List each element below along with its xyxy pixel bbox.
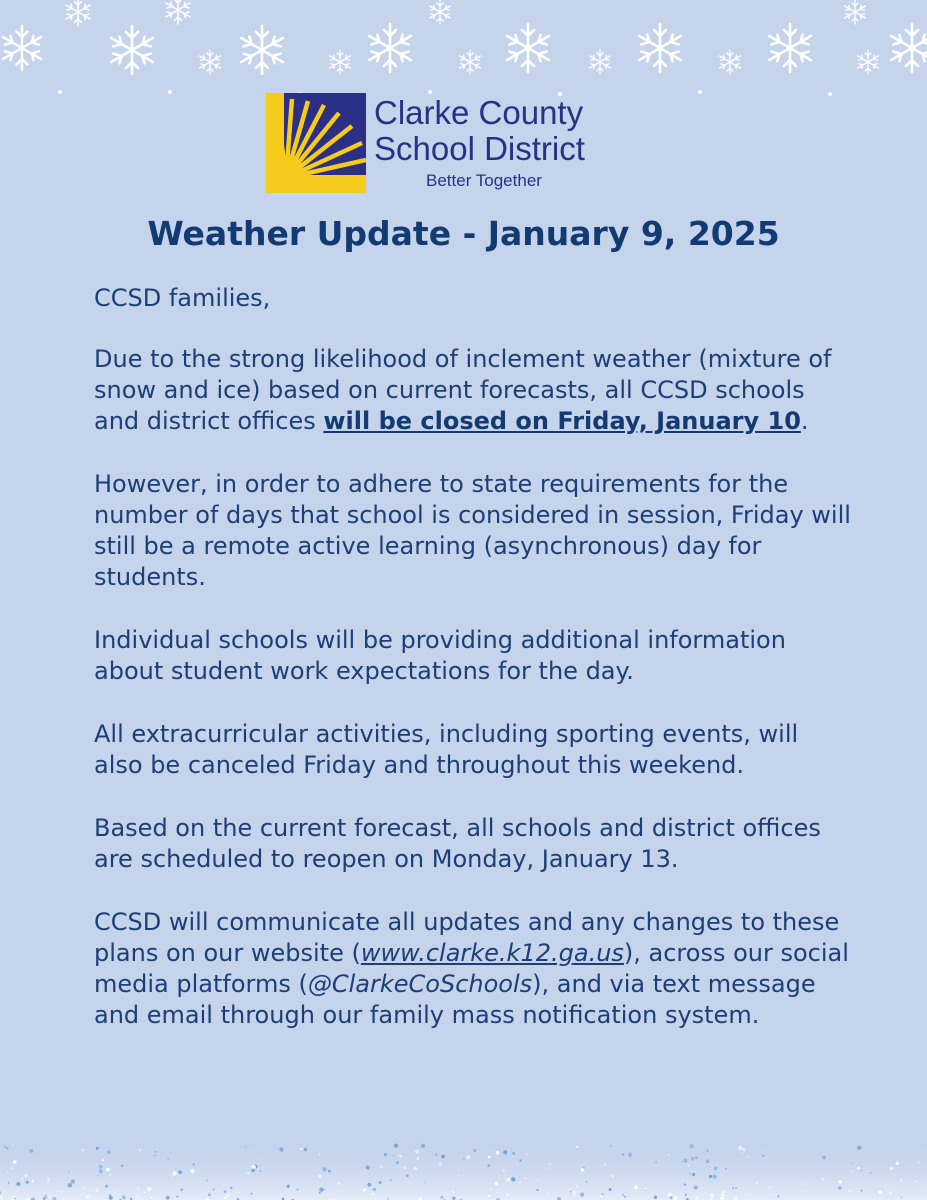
snow-sparkle xyxy=(684,1184,686,1186)
paragraph-closure xyxy=(94,344,854,437)
greeting: CCSD families, xyxy=(94,284,271,312)
snow-sparkle xyxy=(318,1154,320,1156)
snow-sparkle xyxy=(519,1159,521,1161)
communication-text-b: ), across our social media platforms ( xyxy=(94,939,849,998)
snow-sparkle xyxy=(245,1146,246,1147)
snow-sparkle xyxy=(747,1156,748,1157)
snow-sparkle xyxy=(167,1158,169,1160)
snow-sparkle xyxy=(848,1190,850,1192)
snow-sparkle xyxy=(609,1188,612,1191)
snow-sparkle xyxy=(890,1167,893,1170)
closure-end: . xyxy=(800,407,809,435)
snow-sparkle xyxy=(24,1174,27,1177)
snow-sparkle xyxy=(287,1185,290,1188)
snow-sparkle xyxy=(576,1185,578,1187)
snow-sparkle xyxy=(363,1189,366,1192)
snow-sparkle xyxy=(576,1146,578,1148)
snow-sparkle xyxy=(721,1193,724,1196)
snow-sparkle xyxy=(46,1194,50,1198)
snow-sparkle xyxy=(580,1193,584,1197)
snow-sparkle xyxy=(691,1157,694,1160)
snow-sparkle xyxy=(473,1149,476,1152)
snow-sparkle xyxy=(12,1185,13,1186)
snow-sparkle xyxy=(406,1175,408,1177)
snow-sparkle xyxy=(861,1170,863,1172)
snow-sparkle xyxy=(366,1165,370,1169)
sunburst-logo-icon xyxy=(266,93,366,193)
snow-sparkle xyxy=(324,1189,325,1190)
paragraph-school-info: Individual schools will be providing additional information about student work expectations for the day. xyxy=(94,626,786,685)
snow-sparkle xyxy=(82,1149,84,1151)
snow-sparkle xyxy=(68,1171,69,1172)
snow-sparkle xyxy=(490,1188,492,1190)
snow-sparkle xyxy=(879,1191,883,1195)
snow-sparkle xyxy=(114,1192,116,1194)
snow-sparkle xyxy=(61,1191,62,1192)
snow-sparkle xyxy=(746,1193,748,1195)
snow-sparkle xyxy=(102,1159,104,1161)
snow-sparkle xyxy=(488,1156,491,1159)
snow-sparkle xyxy=(99,1169,103,1173)
snow-sparkle xyxy=(96,1147,99,1150)
snow-sparkle xyxy=(6,1147,9,1150)
snow-sparkle xyxy=(105,1185,108,1188)
snow-sparkle xyxy=(415,1150,419,1154)
paragraph-communication xyxy=(94,907,854,1031)
snow-sparkle xyxy=(173,1171,177,1175)
snow-sparkle xyxy=(600,1195,602,1197)
snow-sparkle xyxy=(29,1149,33,1153)
snow-sparkle xyxy=(259,1170,261,1172)
communication-text-a: CCSD will communicate all updates and any changes to these plans on our website ( xyxy=(94,908,840,967)
snow-sparkle xyxy=(178,1170,182,1174)
snow-sparkle xyxy=(495,1182,498,1185)
snow-sparkle xyxy=(487,1164,490,1167)
snow-sparkle xyxy=(655,1161,657,1163)
snow-sparkle xyxy=(519,1182,521,1184)
snow-sparkle xyxy=(536,1189,538,1191)
snow-sparkle xyxy=(725,1168,727,1170)
snow-sparkle xyxy=(151,1197,153,1199)
snow-sparkle xyxy=(425,1182,426,1183)
snow-sparkle xyxy=(435,1154,437,1156)
snow-sparkle xyxy=(441,1155,445,1159)
snow-sparkle xyxy=(251,1193,253,1195)
snow-sparkle xyxy=(710,1194,713,1197)
snow-sparkle xyxy=(706,1160,710,1164)
snow-sparkle xyxy=(537,1180,539,1182)
snow-sparkle xyxy=(224,1190,227,1193)
snow-sparkle xyxy=(323,1167,327,1171)
snow-sparkle xyxy=(838,1186,841,1189)
snow-sparkle xyxy=(586,1181,588,1183)
snow-sparkle xyxy=(68,1183,72,1187)
closure-text: Due to the strong likelihood of inclement weather (mixture of snow and ice) based on current forecasts, all CCSD schools and district offices xyxy=(94,345,832,435)
snow-sparkle xyxy=(227,1194,230,1197)
snow-sparkle xyxy=(822,1156,826,1160)
communication-text-c: ), and via text message and email through our family mass notification system. xyxy=(94,970,816,1029)
snow-sparkle xyxy=(400,1155,402,1157)
snow-sparkle xyxy=(851,1171,853,1173)
snow-sparkle xyxy=(570,1191,571,1192)
snow-sparkle xyxy=(95,1189,98,1192)
snow-sparkle xyxy=(602,1193,604,1195)
snow-sparkle xyxy=(394,1144,398,1148)
snow-sparkle xyxy=(337,1182,340,1185)
snow-sparkle xyxy=(452,1197,455,1200)
snow-sparkle xyxy=(258,1158,259,1159)
snow-sparkle xyxy=(733,1196,737,1200)
snow-sparkle xyxy=(71,1180,75,1184)
announcement-body xyxy=(94,283,854,1063)
snow-sparkle xyxy=(4,1146,6,1148)
snow-sparkle xyxy=(860,1189,862,1191)
snow-sparkle xyxy=(367,1183,371,1187)
snow-sparkle xyxy=(526,1153,527,1154)
logo-tagline: Better Together xyxy=(426,171,542,190)
snow-sparkle xyxy=(839,1180,842,1183)
snow-sparkle xyxy=(190,1169,194,1173)
snow-sparkle xyxy=(689,1172,691,1174)
snow-sparkle xyxy=(106,1168,110,1172)
snow-sparkle xyxy=(545,1168,546,1169)
snow-sparkle xyxy=(685,1194,687,1196)
snow-sparkle xyxy=(769,1187,771,1189)
closure-emphasis: will be closed on Friday, January 10 xyxy=(323,407,801,435)
snow-sparkle xyxy=(466,1155,470,1159)
snow-sparkle xyxy=(706,1150,708,1152)
snow-sparkle xyxy=(654,1196,657,1199)
snow-sparkle xyxy=(139,1149,141,1151)
snow-sparkle xyxy=(694,1186,698,1190)
snow-sparkle xyxy=(171,1177,172,1178)
snow-sparkle xyxy=(439,1163,442,1166)
snow-sparkle xyxy=(14,1198,16,1200)
snow-sparkle xyxy=(417,1157,420,1160)
snow-sparkle xyxy=(154,1155,155,1156)
snow-sparkle xyxy=(224,1196,227,1199)
snow-sparkle xyxy=(777,1195,779,1197)
snow-sparkle xyxy=(574,1195,576,1197)
snow-sparkle xyxy=(97,1175,98,1176)
snow-sparkle xyxy=(870,1172,871,1173)
snow-sparkle xyxy=(604,1164,606,1166)
snow-sparkle xyxy=(668,1154,669,1155)
snow-sparkle xyxy=(622,1153,624,1155)
snow-sparkle xyxy=(488,1195,490,1197)
snow-sparkle xyxy=(16,1182,20,1186)
snow-sparkle xyxy=(413,1167,417,1171)
snow-sparkle xyxy=(384,1153,387,1156)
snow-sparkle xyxy=(503,1170,505,1172)
snow-sparkle-border-bottom xyxy=(0,1140,927,1200)
snow-sparkle xyxy=(822,1178,824,1180)
snow-sparkle xyxy=(690,1144,694,1148)
snow-sparkle xyxy=(549,1163,551,1165)
snow-sparkle xyxy=(506,1178,510,1182)
snow-sparkle xyxy=(709,1175,712,1178)
snow-sparkle xyxy=(769,1194,771,1196)
snow-sparkle xyxy=(31,1180,33,1182)
snow-sparkle xyxy=(452,1191,454,1193)
website-link[interactable]: www.clarke.k12.ga.us xyxy=(360,939,624,967)
snow-sparkle xyxy=(918,1162,920,1164)
snow-sparkle xyxy=(447,1193,448,1194)
snow-sparkle xyxy=(192,1163,194,1165)
snow-sparkle xyxy=(319,1192,321,1194)
snow-sparkle xyxy=(86,1196,89,1199)
logo-text-line2: School District xyxy=(374,130,585,167)
snow-sparkle xyxy=(688,1165,690,1167)
snow-sparkle xyxy=(458,1175,460,1177)
snow-sparkle xyxy=(852,1163,853,1164)
paragraph-reopen: Based on the current forecast, all schools and district offices are scheduled to reopen on Monday, January 13. xyxy=(94,814,821,873)
snow-sparkle xyxy=(743,1148,746,1151)
snow-sparkle xyxy=(109,1194,111,1196)
snow-sparkle xyxy=(503,1150,507,1154)
snow-sparkle xyxy=(121,1165,123,1167)
snow-sparkle xyxy=(318,1175,321,1178)
snow-sparkle xyxy=(644,1187,647,1190)
snow-sparkle xyxy=(297,1189,299,1191)
snow-sparkle xyxy=(398,1155,399,1156)
snow-sparkle xyxy=(208,1194,211,1197)
snow-sparkle xyxy=(304,1197,306,1199)
snow-sparkle xyxy=(496,1151,500,1155)
snow-sparkle xyxy=(387,1198,388,1199)
snow-sparkle xyxy=(328,1170,331,1173)
snow-sparkle xyxy=(624,1196,626,1198)
snow-sparkle xyxy=(511,1177,515,1181)
snow-sparkle xyxy=(137,1187,139,1189)
snow-sparkle xyxy=(109,1174,111,1176)
snow-sparkle xyxy=(21,1178,23,1180)
district-logo xyxy=(266,93,646,193)
snow-sparkle xyxy=(696,1196,698,1198)
snow-sparkle xyxy=(915,1181,916,1182)
snow-sparkle xyxy=(404,1167,406,1169)
snow-sparkle xyxy=(889,1192,892,1195)
snow-sparkle xyxy=(574,1193,576,1195)
snow-sparkle xyxy=(896,1162,899,1165)
snow-sparkle xyxy=(12,1167,14,1169)
snow-sparkle xyxy=(155,1151,157,1153)
logo-text-line1: Clarke County xyxy=(374,94,584,131)
snow-sparkle xyxy=(459,1196,461,1198)
snow-sparkle xyxy=(380,1166,382,1168)
snow-sparkle xyxy=(396,1161,399,1164)
snow-sparkle xyxy=(512,1152,515,1155)
snow-sparkle xyxy=(440,1196,443,1199)
snow-sparkle xyxy=(279,1147,283,1151)
snow-sparkle xyxy=(670,1196,673,1199)
snow-sparkle xyxy=(900,1179,902,1181)
snow-sparkle xyxy=(7,1172,8,1173)
social-handle: @ClarkeCoSchools xyxy=(307,970,533,998)
snow-sparkle xyxy=(26,1181,29,1184)
snow-sparkle xyxy=(714,1167,718,1171)
snow-sparkle xyxy=(901,1197,902,1198)
snow-sparkle xyxy=(48,1178,51,1181)
page-title: Weather Update - January 9, 2025 xyxy=(147,214,780,253)
snow-sparkle xyxy=(247,1172,249,1174)
snow-sparkle xyxy=(463,1158,465,1160)
snow-sparkle xyxy=(83,1187,86,1190)
snow-sparkle xyxy=(692,1173,695,1176)
snow-sparkle xyxy=(300,1148,303,1151)
snow-sparkle xyxy=(634,1186,638,1190)
snow-sparkle xyxy=(47,1181,49,1183)
snow-sparkle xyxy=(99,1165,103,1169)
snow-sparkle xyxy=(122,1195,126,1199)
paragraph-remote-learning: However, in order to adhere to state requirements for the number of days that school is considered in session, Friday will still be a remote active learning (asynchronous) day for students. xyxy=(94,470,851,591)
snow-sparkle xyxy=(610,1145,612,1147)
snow-sparkle xyxy=(738,1146,742,1150)
snow-sparkle xyxy=(525,1178,527,1180)
snow-sparkle xyxy=(137,1196,139,1198)
snow-sparkle xyxy=(206,1180,208,1182)
snow-sparkle xyxy=(581,1168,584,1171)
snow-sparkle xyxy=(611,1175,613,1177)
snow-sparkle xyxy=(212,1188,214,1190)
snow-sparkle xyxy=(107,1151,110,1154)
snow-sparkle xyxy=(681,1161,682,1162)
snow-sparkle xyxy=(762,1155,764,1157)
snow-sparkle xyxy=(181,1189,183,1191)
snow-sparkle xyxy=(622,1194,624,1196)
snow-sparkle xyxy=(569,1188,570,1189)
snow-sparkle xyxy=(421,1144,425,1148)
snow-sparkle xyxy=(802,1183,804,1185)
snow-sparkle xyxy=(373,1188,376,1191)
snow-sparkle xyxy=(673,1196,677,1200)
snow-sparkle xyxy=(251,1169,255,1173)
snow-sparkle xyxy=(147,1187,151,1191)
snow-sparkle xyxy=(628,1153,632,1157)
snow-sparkle xyxy=(304,1148,307,1151)
snow-sparkle xyxy=(756,1182,758,1184)
snow-sparkle xyxy=(857,1167,860,1170)
snow-sparkle xyxy=(379,1181,382,1184)
snow-sparkle xyxy=(371,1193,374,1196)
snow-sparkle xyxy=(13,1160,17,1164)
snow-sparkle xyxy=(230,1187,232,1189)
snow-sparkle xyxy=(109,1196,113,1200)
snow-sparkle xyxy=(735,1187,737,1189)
snow-sparkle xyxy=(885,1184,887,1186)
snow-sparkle xyxy=(857,1146,861,1150)
snow-sparkle xyxy=(713,1175,717,1179)
snow-sparkle xyxy=(319,1188,323,1192)
snow-sparkle xyxy=(166,1196,170,1200)
snow-sparkle xyxy=(695,1156,698,1159)
snow-sparkle xyxy=(742,1152,743,1153)
snow-sparkle xyxy=(732,1187,734,1189)
snow-sparkle xyxy=(13,1145,14,1146)
snow-sparkle xyxy=(506,1194,508,1196)
snow-sparkle xyxy=(374,1198,376,1200)
snow-sparkle xyxy=(547,1193,548,1194)
snow-sparkle xyxy=(8,1182,10,1184)
snow-sparkle xyxy=(144,1192,146,1194)
snow-sparkle xyxy=(668,1193,671,1196)
snow-sparkle xyxy=(390,1179,392,1181)
snow-sparkle xyxy=(393,1155,394,1156)
paragraph-extracurricular: All extracurricular activities, including sporting events, will also be canceled Friday and throughout this weekend. xyxy=(94,720,799,779)
snow-sparkle xyxy=(176,1196,178,1198)
snow-sparkle xyxy=(683,1159,687,1163)
